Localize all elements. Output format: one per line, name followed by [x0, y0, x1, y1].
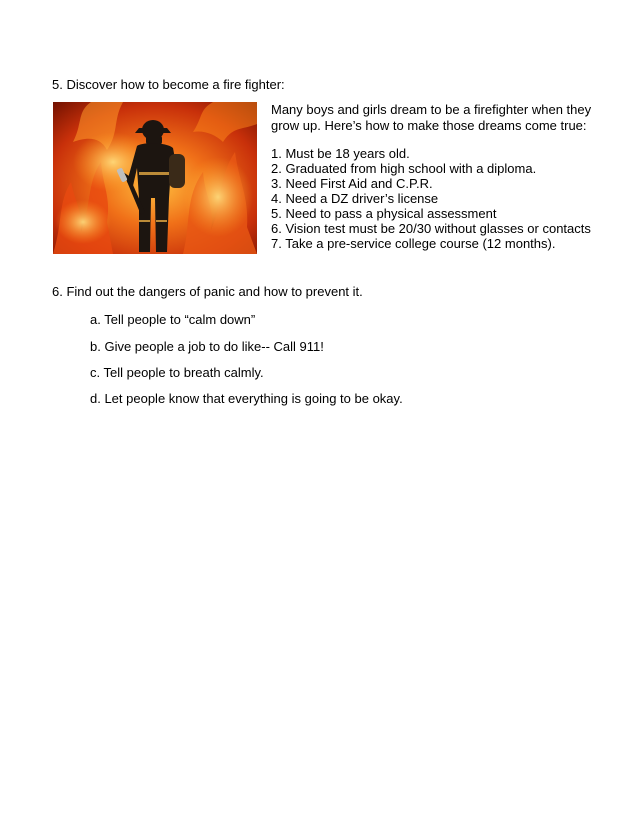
answer-item: a. Tell people to “calm down” [90, 312, 256, 327]
requirement-item: 3. Need First Aid and C.P.R. [271, 176, 433, 191]
answer-item: d. Let people know that everything is going to be okay. [90, 391, 403, 406]
section-5-heading: 5. Discover how to become a fire fighter: [52, 77, 285, 92]
intro-text [271, 102, 591, 134]
requirement-item: 6. Vision test must be 20/30 without glasses or contacts [271, 221, 591, 236]
intro-line-1: Many boys and girls dream to be a firefighter when they [271, 102, 592, 117]
requirements-list [271, 146, 591, 251]
requirement-item: 4. Need a DZ driver’s license [271, 191, 439, 206]
section-6-heading: 6. Find out the dangers of panic and how to prevent it. [52, 284, 363, 299]
requirement-item: 7. Take a pre-service college course (12 months). [271, 236, 556, 251]
requirement-item: 5. Need to pass a physical assessment [271, 206, 497, 221]
firefighter-image [53, 102, 257, 254]
intro-line-2: grow up. Here’s how to make those dreams come true: [271, 118, 587, 133]
requirement-item: 2. Graduated from high school with a diploma. [271, 161, 537, 176]
answer-item: c. Tell people to breath calmly. [90, 365, 264, 380]
requirement-item: 1. Must be 18 years old. [271, 146, 410, 161]
answer-item: b. Give people a job to do like-- Call 911! [90, 339, 324, 354]
